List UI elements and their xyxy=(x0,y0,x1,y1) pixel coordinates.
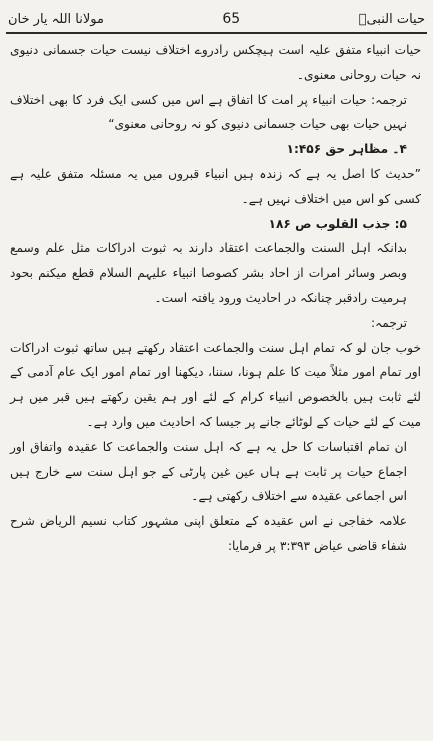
paragraph: علامہ خفاجی نے اس عقیدہ کے متعلق اپنی مشہور کتاب نسیم الریاض شرح شفاء قاضی عیاض ۳:۳۹۳ پر فرمایا: xyxy=(10,514,407,553)
header-rule xyxy=(6,32,427,34)
translation-label: ترجمہ: xyxy=(371,315,407,330)
paragraph: خوب جان لو کہ تمام اہل سنت والجماعت اعتقاد رکھتے ہیں ساتھ ثبوت ادراکات اور تمام امور مثلاً میت کا علم ہونا، سننا، دیکھنا اور تمام امور ایک عام آدمی کے لئے ثابت ہیں بالخصوص انبیاء کرام کے لئے اور ہم یقین رکھتے ہیں قبر میں ہر میت کے لئے حیات کے لوٹائے جانے پر جیسا کہ احادیث میں وارد ہے۔ xyxy=(10,340,421,429)
author-name: مولانا اللہ یار خان xyxy=(8,11,104,27)
page-number: 65 xyxy=(222,11,241,27)
paragraph: ترجمہ: حیات انبیاء پر امت کا اتفاق ہے اس میں کسی ایک فرد کا بھی اختلاف نہیں حیات بھی حیات جسمانی دنیوی کو نہ روحانی معنوی“ xyxy=(10,92,407,132)
paragraph: حیات انبیاء متفق علیہ است ہیچکس رادروے اختلاف نیست حیات جسمانی دنیوی نہ حیات روحانی معنوی۔ xyxy=(10,43,421,82)
paragraph: ان تمام اقتباسات کا حل یہ ہے کہ اہل سنت والجماعت کا عقیدہ واتفاق اور اجماع حیات پر ثابت ہے ہاں عین غین پارٹی کے جو اہل سنت سے خارج ہیں اس اجماعی عقیدہ سے اختلاف رکھتی ہے۔ xyxy=(10,439,407,504)
book-title: حیات النبیؐ xyxy=(358,11,425,27)
section-heading: ۴۔ مظاہر حق ۱:۴۵۶ xyxy=(286,142,407,157)
paragraph: بدانکہ اہل السنت والجماعت اعتقاد دارند بہ ثبوت ادراکات مثل علم وسمع وبصر وسائر امرات از احاد بشر کصوصا انبیاء علیہم السلام قطع میکنم بحود ہرمیت رادقبر چنانکہ در احادیث ورود یافتہ است۔ xyxy=(10,241,407,305)
page-header xyxy=(8,6,425,32)
paragraph: ”حدیث کا اصل یہ ہے کہ زندہ ہیں انبیاء قبروں میں یہ مسئلہ متفق علیہ ہے کسی کو اس میں اختلاف نہیں ہے۔ xyxy=(10,166,421,206)
section-heading: ۵: جذب القلوب ص ۱۸۶ xyxy=(268,216,407,231)
page-body xyxy=(10,38,421,737)
